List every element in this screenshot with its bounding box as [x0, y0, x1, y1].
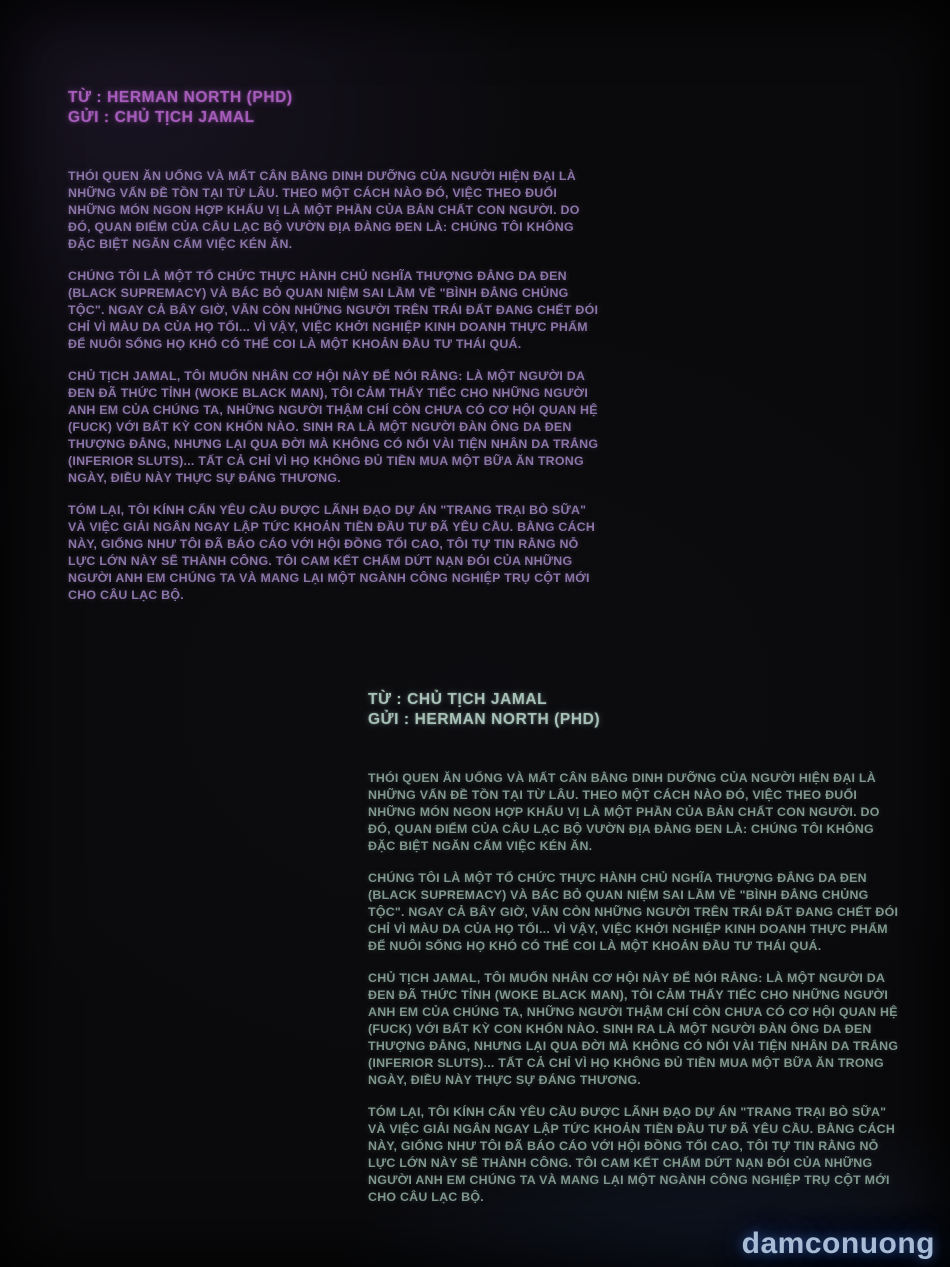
letter-body	[368, 770, 902, 1206]
letter-paragraph: CHỦ TỊCH JAMAL, TÔI MUỐN NHÂN CƠ HỘI NÀY ĐỂ NÓI RẰNG: LÀ MỘT NGƯỜI DA ĐEN ĐÃ THỨC TỈNH (WOKE BLACK MAN), TÔI CẢM THẤY TIẾC CHO NHỮNG NGƯỜI ANH EM CỦA CHÚNG TA, NHỮNG NGƯỜI THẬM CHÍ CÒN CHƯA CÓ CƠ HỘI QUAN HỆ (FUCK) VỚI BẤT KỲ CON KHỐN NÀO. SINH RA LÀ MỘT NGƯỜI ĐÀN ÔNG DA ĐEN THƯỢNG ĐẲNG, NHƯNG LẠI QUA ĐỜI MÀ KHÔNG CÓ NỔI VÀI TIỆN NHÂN DA TRẮNG (INFERIOR SLUTS)... TẤT CẢ CHỈ VÌ HỌ KHÔNG ĐỦ TIỀN MUA MỘT BỮA ĂN TRONG NGÀY, ĐIỀU NÀY THỰC SỰ ĐÁNG THƯƠNG.	[68, 369, 599, 485]
letter-paragraph: CHÚNG TÔI LÀ MỘT TỔ CHỨC THỰC HÀNH CHỦ NGHĨA THƯỢNG ĐẲNG DA ĐEN (BLACK SUPREMACY) VÀ BÁC BỎ QUAN NIỆM SAI LẦM VỀ "BÌNH ĐẲNG CHỦNG TỘC". NGAY CẢ BÂY GIỜ, VẪN CÒN NHỮNG NGƯỜI TRÊN TRÁI ĐẤT ĐANG CHẾT ĐÓI CHỈ VÌ MÀU DA CỦA HỌ TỐI... VÌ VẬY, VIỆC KHỞI NGHIỆP KINH DOANH THỰC PHẨM ĐỂ NUÔI SỐNG HỌ KHÓ CÓ THỂ COI LÀ MỘT KHOẢN ĐẦU TƯ THÁI QUÁ.	[368, 871, 899, 953]
letter-from-line: TỪ : HERMAN NORTH (PHD)	[68, 89, 293, 106]
letter-to-line: GỬI : HERMAN NORTH (PHD)	[368, 711, 601, 728]
letter-header	[68, 88, 602, 128]
letter-body	[68, 168, 602, 604]
letter-header	[368, 690, 902, 730]
letter-paragraph: CHÚNG TÔI LÀ MỘT TỔ CHỨC THỰC HÀNH CHỦ NGHĨA THƯỢNG ĐẲNG DA ĐEN (BLACK SUPREMACY) VÀ BÁC BỎ QUAN NIỆM SAI LẦM VỀ "BÌNH ĐẲNG CHỦNG TỘC". NGAY CẢ BÂY GIỜ, VẪN CÒN NHỮNG NGƯỜI TRÊN TRÁI ĐẤT ĐANG CHẾT ĐÓI CHỈ VÌ MÀU DA CỦA HỌ TỐI... VÌ VẬY, VIỆC KHỞI NGHIỆP KINH DOANH THỰC PHẨM ĐỂ NUÔI SỐNG HỌ KHÓ CÓ THỂ COI LÀ MỘT KHOẢN ĐẦU TƯ THÁI QUÁ.	[68, 269, 599, 351]
letter-to-line: GỬI : CHỦ TỊCH JAMAL	[68, 109, 255, 126]
letter-paragraph: TÓM LẠI, TÔI KÍNH CẨN YÊU CẦU ĐƯỢC LÃNH ĐẠO DỰ ÁN "TRANG TRẠI BÒ SỮA" VÀ VIỆC GIẢI NGÂN NGAY LẬP TỨC KHOẢN TIỀN ĐẦU TƯ ĐÃ YÊU CẦU. BẰNG CÁCH NÀY, GIỐNG NHƯ TÔI ĐÃ BÁO CÁO VỚI HỘI ĐỒNG TỐI CAO, TÔI TỰ TIN RẰNG NỖ LỰC LỚN NÀY SẼ THÀNH CÔNG. TÔI CAM KẾT CHẤM DỨT NẠN ĐÓI CỦA NHỮNG NGƯỜI ANH EM CHÚNG TA VÀ MANG LẠI MỘT NGÀNH CÔNG NGHIỆP TRỤ CỘT MỚI CHO CÂU LẠC BỘ.	[68, 503, 596, 602]
letter-paragraph: THÓI QUEN ĂN UỐNG VÀ MẤT CÂN BẰNG DINH DƯỠNG CỦA NGƯỜI HIỆN ĐẠI LÀ NHỮNG VẤN ĐỀ TỒN TẠI TỪ LÂU. THEO MỘT CÁCH NÀO ĐÓ, VIỆC THEO ĐUỔI NHỮNG MÓN NGON HỢP KHẨU VỊ LÀ MỘT PHẦN CỦA BẢN CHẤT CON NGƯỜI. DO ĐÓ, QUAN ĐIỂM CỦA CÂU LẠC BỘ VƯỜN ĐỊA ĐÀNG ĐEN LÀ: CHÚNG TÔI KHÔNG ĐẶC BIỆT NGĂN CẤM VIỆC KÉN ĂN.	[68, 169, 580, 251]
letter-paragraph: THÓI QUEN ĂN UỐNG VÀ MẤT CÂN BẰNG DINH DƯỠNG CỦA NGƯỜI HIỆN ĐẠI LÀ NHỮNG VẤN ĐỀ TỒN TẠI TỪ LÂU. THEO MỘT CÁCH NÀO ĐÓ, VIỆC THEO ĐUỔI NHỮNG MÓN NGON HỢP KHẨU VỊ LÀ MỘT PHẦN CỦA BẢN CHẤT CON NGƯỜI. DO ĐÓ, QUAN ĐIỂM CỦA CÂU LẠC BỘ VƯỜN ĐỊA ĐÀNG ĐEN LÀ: CHÚNG TÔI KHÔNG ĐẶC BIỆT NGĂN CẤM VIỆC KÉN ĂN.	[368, 771, 880, 853]
letter-herman-to-jamal	[68, 88, 602, 619]
letter-paragraph: TÓM LẠI, TÔI KÍNH CẨN YÊU CẦU ĐƯỢC LÃNH ĐẠO DỰ ÁN "TRANG TRẠI BÒ SỮA" VÀ VIỆC GIẢI NGÂN NGAY LẬP TỨC KHOẢN TIỀN ĐẦU TƯ ĐÃ YÊU CẦU. BẰNG CÁCH NÀY, GIỐNG NHƯ TÔI ĐÃ BÁO CÁO VỚI HỘI ĐỒNG TỐI CAO, TÔI TỰ TIN RẰNG NỖ LỰC LỚN NÀY SẼ THÀNH CÔNG. TÔI CAM KẾT CHẤM DỨT NẠN ĐÓI CỦA NHỮNG NGƯỜI ANH EM CHÚNG TA VÀ MANG LẠI MỘT NGÀNH CÔNG NGHIỆP TRỤ CỘT MỚI CHO CÂU LẠC BỘ.	[368, 1105, 896, 1204]
translator-watermark: damconuong	[741, 1227, 935, 1260]
letter-jamal-to-herman	[368, 690, 902, 1221]
letter-from-line: TỪ : CHỦ TỊCH JAMAL	[368, 691, 548, 708]
letter-paragraph: CHỦ TỊCH JAMAL, TÔI MUỐN NHÂN CƠ HỘI NÀY ĐỂ NÓI RẰNG: LÀ MỘT NGƯỜI DA ĐEN ĐÃ THỨC TỈNH (WOKE BLACK MAN), TÔI CẢM THẤY TIẾC CHO NHỮNG NGƯỜI ANH EM CỦA CHÚNG TA, NHỮNG NGƯỜI THẬM CHÍ CÒN CHƯA CÓ CƠ HỘI QUAN HỆ (FUCK) VỚI BẤT KỲ CON KHỐN NÀO. SINH RA LÀ MỘT NGƯỜI ĐÀN ÔNG DA ĐEN THƯỢNG ĐẲNG, NHƯNG LẠI QUA ĐỜI MÀ KHÔNG CÓ NỔI VÀI TIỆN NHÂN DA TRẮNG (INFERIOR SLUTS)... TẤT CẢ CHỈ VÌ HỌ KHÔNG ĐỦ TIỀN MUA MỘT BỮA ĂN TRONG NGÀY, ĐIỀU NÀY THỰC SỰ ĐÁNG THƯƠNG.	[368, 971, 899, 1087]
